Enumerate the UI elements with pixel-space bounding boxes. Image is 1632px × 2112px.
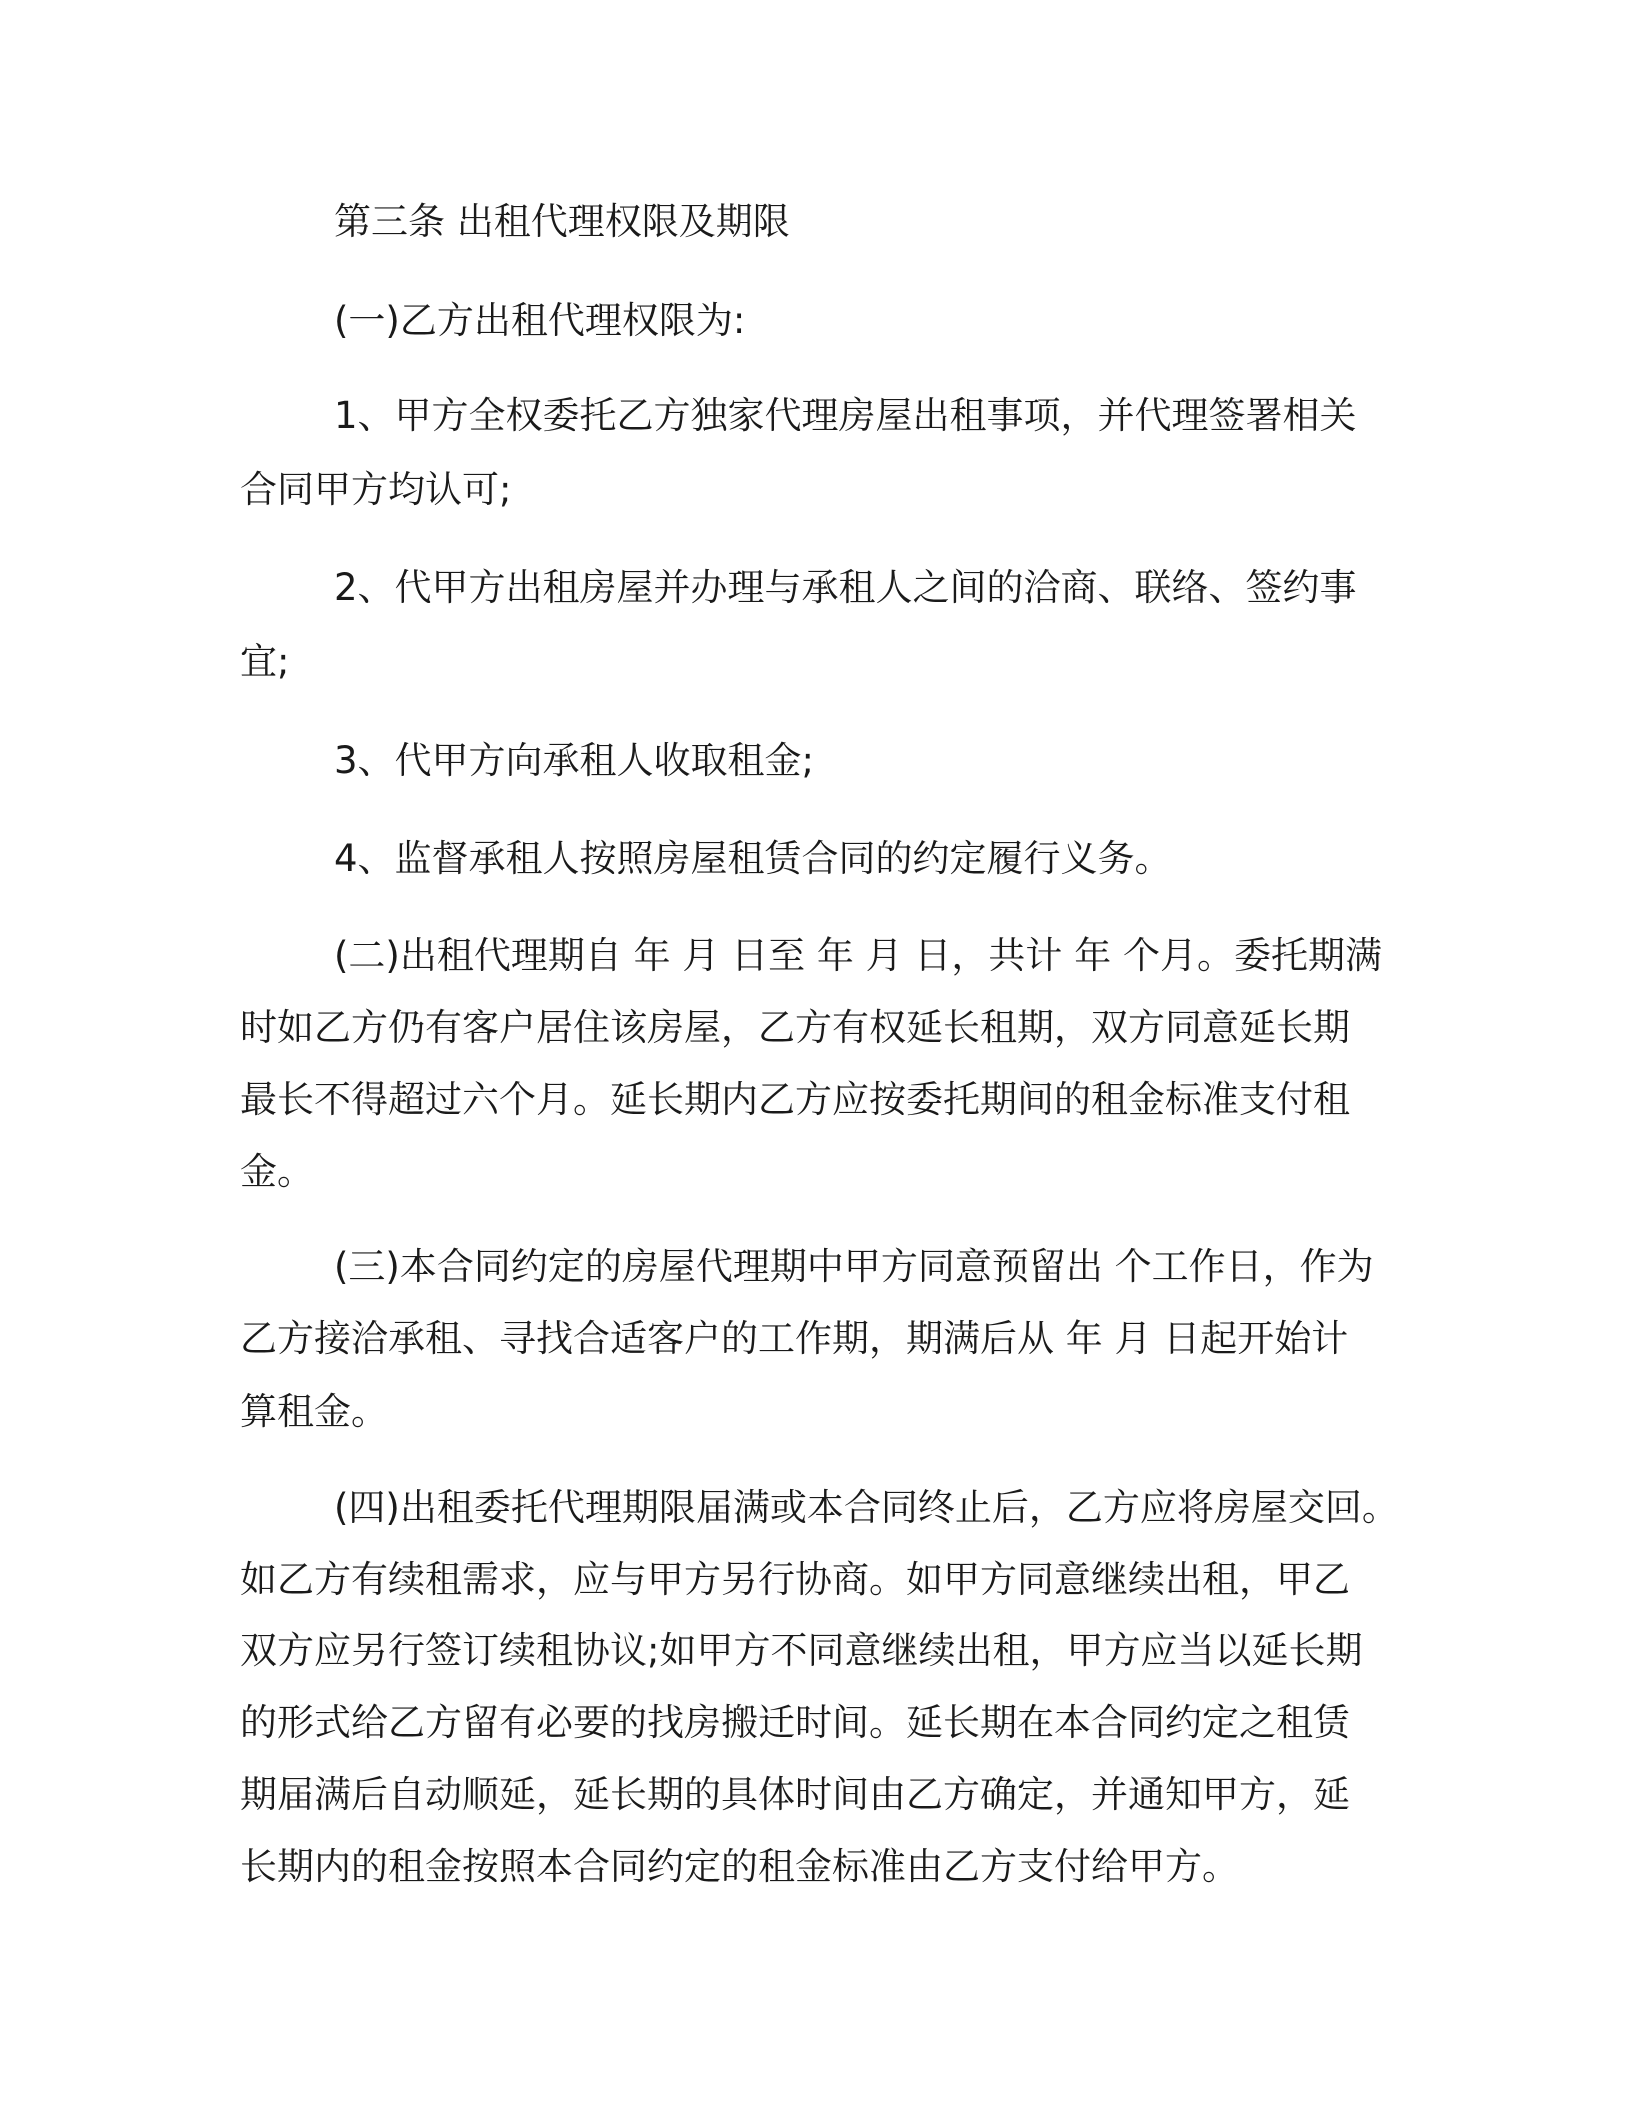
paragraph-line: 期届满后自动顺延，延长期的具体时间由乙方确定，并通知甲方，延	[240, 1773, 1350, 1816]
paragraph-line: 的形式给乙方留有必要的找房搬迁时间。延长期在本合同约定之租赁	[240, 1701, 1350, 1744]
paragraph-line: 长期内的租金按照本合同约定的租金标准由乙方支付给甲方。	[240, 1845, 1239, 1888]
paragraph-line: 4、监督承租人按照房屋租赁合同的约定履行义务。	[334, 837, 1172, 880]
paragraph-line: 合同甲方均认可;	[240, 468, 512, 511]
paragraph-line: 时如乙方仍有客户居住该房屋，乙方有权延长租期，双方同意延长期	[240, 1006, 1350, 1049]
paragraph-line: (四)出租委托代理期限届满或本合同终止后，乙方应将房屋交回。	[334, 1486, 1399, 1529]
paragraph-line: 金。	[240, 1150, 314, 1193]
paragraph-line: 2、代甲方出租房屋并办理与承租人之间的洽商、联络、签约事	[334, 566, 1357, 609]
paragraph-line: 3、代甲方向承租人收取租金;	[334, 739, 815, 782]
paragraph-line: (二)出租代理期自 年 月 日至 年 月 日，共计 年 个月。委托期满	[334, 934, 1382, 977]
paragraph-line: 双方应另行签订续租协议;如甲方不同意继续出租，甲方应当以延长期	[240, 1629, 1363, 1672]
paragraph-line: 1、甲方全权委托乙方独家代理房屋出租事项，并代理签署相关	[334, 394, 1357, 437]
paragraph-line: 宜;	[240, 640, 290, 683]
paragraph-line: (一)乙方出租代理权限为:	[334, 299, 746, 342]
paragraph-line: (三)本合同约定的房屋代理期中甲方同意预留出 个工作日，作为	[334, 1245, 1374, 1288]
paragraph-line: 最长不得超过六个月。延长期内乙方应按委托期间的租金标准支付租	[240, 1078, 1350, 1121]
paragraph-line: 如乙方有续租需求，应与甲方另行协商。如甲方同意继续出租，甲乙	[240, 1558, 1350, 1601]
section-heading: 第三条 出租代理权限及期限	[334, 200, 790, 243]
paragraph-line: 算租金。	[240, 1390, 388, 1433]
paragraph-line: 乙方接洽承租、寻找合适客户的工作期，期满后从 年 月 日起开始计	[240, 1317, 1349, 1360]
